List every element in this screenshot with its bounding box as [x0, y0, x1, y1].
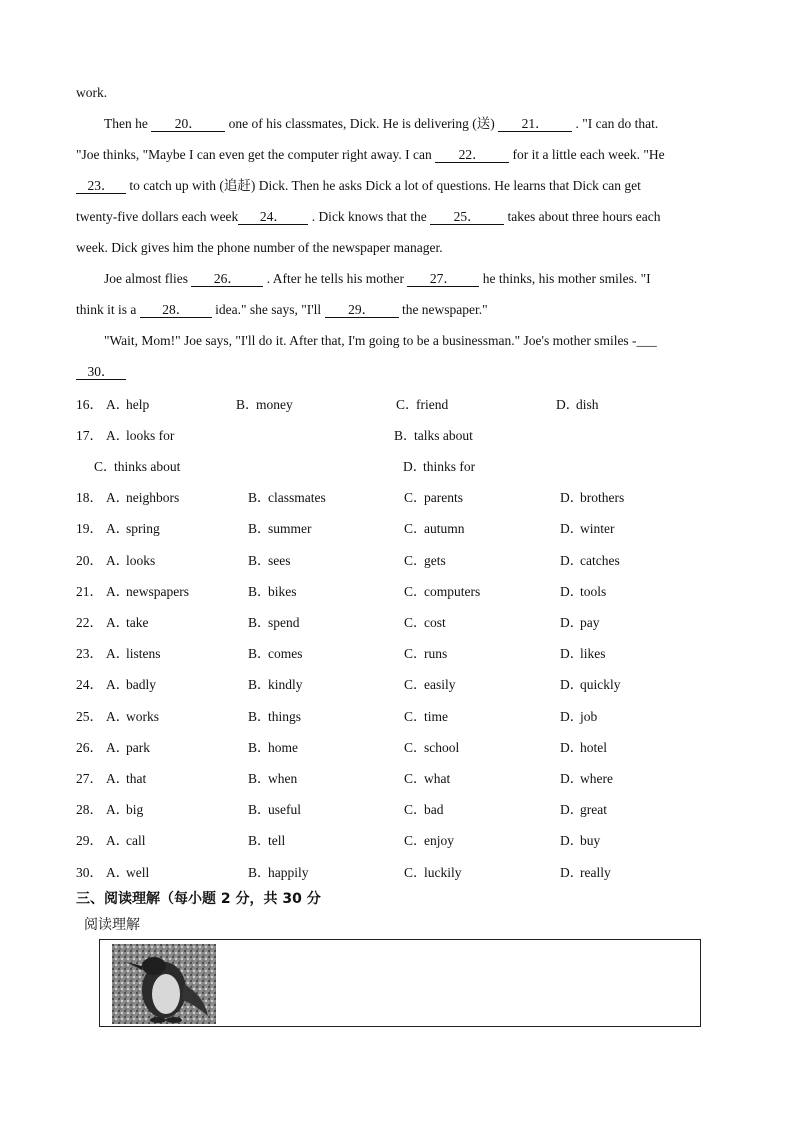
answer-option[interactable]: [106, 614, 149, 632]
option-letter: A．: [106, 615, 130, 630]
passage-line: [76, 177, 641, 195]
option-text: tell: [268, 833, 286, 849]
question-number: 25．: [76, 708, 103, 724]
passage-text: "Wait, Mom!" Joe says, "I'll do it. After that, I'm going to be a businessman." Joe's mother smiles -___: [104, 333, 657, 348]
answer-option[interactable]: [248, 708, 301, 726]
answer-option[interactable]: [560, 739, 607, 757]
option-letter: D．: [560, 583, 584, 599]
answer-option[interactable]: [404, 739, 459, 757]
passage-text: week. Dick gives him the phone number of the newspaper manager.: [76, 240, 443, 255]
answer-option[interactable]: [404, 520, 465, 538]
option-letter: D．: [556, 397, 580, 412]
option-text: looks: [126, 552, 156, 568]
option-text: badly: [126, 677, 156, 693]
option-letter: B．: [248, 864, 271, 880]
answer-option[interactable]: [106, 832, 146, 850]
question-number: 30．: [76, 864, 103, 880]
answer-option[interactable]: [560, 864, 611, 882]
question-number: 19．: [76, 521, 103, 537]
option-text: well: [126, 864, 150, 880]
option-letter: B．: [248, 677, 271, 693]
answer-option[interactable]: [404, 645, 447, 663]
question-number: 23．: [76, 646, 103, 662]
question-row: [76, 832, 736, 850]
answer-option[interactable]: [248, 770, 297, 788]
option-letter: A．: [106, 677, 130, 693]
option-letter: C．: [404, 864, 427, 880]
section-title: 三、阅读理解（每小题 2 分，共 30 分: [76, 891, 321, 907]
option-letter: C．: [404, 583, 427, 599]
option-text: help: [126, 397, 150, 412]
option-letter: C．: [404, 646, 427, 662]
passage-line: [76, 84, 107, 102]
option-text: happily: [268, 864, 309, 880]
passage-line: [76, 363, 126, 381]
answer-blank: 23．: [76, 178, 126, 194]
question-row: [76, 427, 736, 445]
passage-text: twenty-five dollars each week: [76, 209, 239, 224]
answer-option[interactable]: [248, 552, 291, 570]
section-subtitle: 阅读理解: [84, 917, 140, 933]
option-text: summer: [268, 521, 312, 537]
answer-option[interactable]: [236, 396, 293, 414]
option-text: brothers: [580, 490, 625, 506]
option-letter: A．: [106, 583, 130, 599]
option-letter: B．: [248, 833, 271, 849]
question-row: [76, 864, 736, 882]
answer-option[interactable]: [248, 645, 303, 663]
option-text: time: [424, 708, 448, 724]
passage-text: idea." she says, "I'll: [211, 302, 325, 317]
option-letter: C．: [404, 708, 427, 724]
question-number: 24．: [76, 677, 103, 693]
question-number: 22．: [76, 615, 103, 630]
answer-option[interactable]: [394, 427, 473, 445]
option-text: quickly: [580, 677, 621, 693]
answer-option[interactable]: [106, 801, 143, 819]
passage-text: . "I can do that.: [572, 116, 659, 131]
option-text: sees: [268, 552, 291, 568]
answer-blank: 22．: [435, 147, 509, 163]
option-letter: C．: [404, 521, 427, 537]
answer-option[interactable]: [248, 520, 312, 538]
question-number: 16．: [76, 397, 103, 412]
option-letter: A．: [106, 646, 130, 662]
option-letter: C．: [404, 677, 427, 693]
answer-option[interactable]: [404, 614, 446, 632]
option-letter: A．: [106, 490, 130, 506]
answer-blank: 26．: [191, 271, 263, 287]
question-number: 21．: [76, 583, 103, 599]
question-row: [76, 770, 736, 788]
option-text: runs: [424, 646, 448, 662]
passage-line: [76, 146, 665, 164]
answer-blank: 20．: [151, 116, 225, 132]
option-text: autumn: [424, 521, 465, 537]
option-text: great: [580, 802, 607, 818]
option-text: gets: [424, 552, 446, 568]
option-text: bikes: [268, 583, 297, 599]
option-letter: A．: [106, 771, 130, 786]
option-text: tools: [580, 583, 607, 599]
passage-line: [76, 239, 443, 257]
option-letter: C．: [94, 459, 117, 475]
answer-blank: 30．: [76, 364, 126, 380]
answer-option[interactable]: [560, 552, 620, 570]
answer-option[interactable]: [106, 427, 174, 445]
answer-option[interactable]: [560, 770, 613, 788]
answer-option[interactable]: [396, 396, 448, 414]
option-text: parents: [424, 490, 463, 506]
option-text: home: [268, 739, 298, 755]
option-letter: A．: [106, 708, 130, 724]
answer-option[interactable]: [404, 583, 480, 601]
option-letter: D．: [560, 552, 584, 568]
option-letter: D．: [560, 708, 584, 724]
option-text: comes: [268, 646, 303, 662]
option-text: friend: [416, 397, 449, 412]
answer-option[interactable]: [560, 801, 607, 819]
option-text: school: [424, 739, 460, 755]
passage-line: [76, 301, 488, 319]
answer-option[interactable]: [94, 458, 180, 476]
passage-text: the newspaper.": [398, 302, 488, 317]
answer-option[interactable]: [106, 864, 149, 882]
option-letter: C．: [404, 833, 427, 849]
answer-blank: 24．: [238, 209, 308, 225]
option-letter: D．: [560, 739, 584, 755]
question-row: [76, 583, 736, 601]
option-letter: D．: [403, 459, 427, 475]
option-text: enjoy: [424, 833, 454, 849]
question-row: [76, 614, 736, 632]
answer-option[interactable]: [403, 458, 475, 476]
option-text: dish: [576, 397, 599, 412]
passage-line: [76, 208, 660, 226]
option-letter: D．: [560, 833, 584, 849]
option-letter: A．: [106, 397, 130, 412]
question-row: [76, 458, 736, 476]
option-text: luckily: [424, 864, 462, 880]
option-text: likes: [580, 646, 606, 662]
option-text: newspapers: [126, 583, 189, 599]
passage-text: think it is a: [76, 302, 140, 317]
passage-line: [104, 270, 651, 288]
passage-text: . After he tells his mother: [263, 271, 408, 286]
answer-option[interactable]: [560, 832, 600, 850]
option-letter: A．: [106, 833, 130, 849]
option-text: buy: [580, 833, 601, 849]
option-letter: B．: [248, 490, 271, 506]
question-number: 18．: [76, 490, 103, 506]
option-text: thinks about: [114, 459, 181, 475]
passage-line: [104, 332, 657, 350]
passage-text: Joe almost flies: [104, 271, 192, 286]
answer-option[interactable]: [248, 583, 297, 601]
answer-option[interactable]: [560, 676, 621, 694]
option-text: spring: [126, 521, 160, 537]
option-letter: B．: [248, 739, 271, 755]
option-letter: D．: [560, 521, 584, 537]
question-row: [76, 676, 736, 694]
answer-option[interactable]: [106, 770, 146, 788]
answer-option[interactable]: [248, 801, 301, 819]
option-letter: B．: [394, 428, 417, 444]
question-number: 27．: [76, 771, 103, 786]
option-text: pay: [580, 615, 600, 630]
option-text: spend: [268, 615, 300, 630]
option-text: useful: [268, 802, 301, 818]
option-letter: C．: [404, 802, 427, 818]
answer-option[interactable]: [248, 864, 309, 882]
option-letter: D．: [560, 864, 584, 880]
question-row: [76, 489, 736, 507]
question-number: 26．: [76, 739, 103, 755]
option-text: take: [126, 615, 149, 630]
answer-option[interactable]: [106, 739, 150, 757]
option-text: listens: [126, 646, 161, 662]
passage-text: "Joe thinks, "Maybe I can even get the computer right away. I can: [76, 147, 436, 162]
answer-option[interactable]: [560, 520, 615, 538]
answer-option[interactable]: [560, 583, 606, 601]
answer-option[interactable]: [248, 832, 285, 850]
answer-blank: 28．: [140, 302, 212, 318]
option-text: catches: [580, 552, 620, 568]
answer-option[interactable]: [248, 614, 300, 632]
option-text: call: [126, 833, 146, 849]
passage-text: takes about three hours each: [504, 209, 661, 224]
question-number: 20．: [76, 552, 103, 568]
question-row: [76, 739, 736, 757]
option-letter: D．: [560, 615, 584, 630]
option-letter: D．: [560, 802, 584, 818]
answer-option[interactable]: [106, 676, 156, 694]
answer-option[interactable]: [106, 396, 149, 414]
option-letter: D．: [560, 677, 584, 693]
option-letter: A．: [106, 739, 130, 755]
option-letter: C．: [404, 490, 427, 506]
option-text: bad: [424, 802, 444, 818]
passage-line: [104, 115, 658, 133]
option-text: really: [580, 864, 611, 880]
option-text: big: [126, 802, 144, 818]
option-text: winter: [580, 521, 615, 537]
option-letter: D．: [560, 771, 584, 786]
option-text: kindly: [268, 677, 303, 693]
answer-option[interactable]: [556, 396, 599, 414]
answer-blank: 25．: [430, 209, 504, 225]
passage-text: to catch up with (追赶) Dick. Then he asks Dick a lot of questions. He learns that Dick can get: [126, 178, 641, 193]
option-letter: A．: [106, 428, 130, 444]
option-letter: C．: [396, 397, 419, 412]
option-letter: C．: [404, 739, 427, 755]
option-text: what: [424, 771, 451, 786]
answer-option[interactable]: [404, 552, 446, 570]
passage-text: for it a little each week. "He: [509, 147, 665, 162]
answer-option[interactable]: [560, 489, 624, 507]
passage-text: he thinks, his mother smiles. "I: [479, 271, 651, 286]
passage-text: one of his classmates, Dick. He is delivering (送): [225, 116, 499, 131]
option-letter: D．: [560, 490, 584, 506]
option-text: classmates: [268, 490, 326, 506]
option-text: things: [268, 708, 302, 724]
option-text: works: [126, 708, 159, 724]
answer-option[interactable]: [560, 708, 597, 726]
answer-blank: 27．: [407, 271, 479, 287]
answer-option[interactable]: [106, 489, 179, 507]
passage-text: Then he: [104, 116, 152, 131]
option-text: money: [256, 397, 293, 412]
answer-option[interactable]: [404, 770, 450, 788]
option-text: talks about: [414, 428, 473, 444]
option-text: park: [126, 739, 150, 755]
penguin-photo: [112, 944, 216, 1024]
question-number: 17．: [76, 428, 103, 444]
option-text: neighbors: [126, 490, 180, 506]
answer-option[interactable]: [106, 520, 160, 538]
option-text: when: [268, 771, 298, 786]
option-text: that: [126, 771, 147, 786]
question-row: [76, 520, 736, 538]
option-letter: C．: [404, 552, 427, 568]
answer-option[interactable]: [560, 645, 606, 663]
option-letter: A．: [106, 521, 130, 537]
option-letter: B．: [248, 615, 271, 630]
passage-text: work.: [76, 85, 108, 100]
option-text: where: [580, 771, 613, 786]
answer-option[interactable]: [106, 552, 155, 570]
option-letter: B．: [248, 708, 271, 724]
answer-option[interactable]: [404, 489, 463, 507]
option-letter: B．: [248, 521, 271, 537]
answer-option[interactable]: [404, 676, 456, 694]
option-letter: A．: [106, 864, 130, 880]
answer-option[interactable]: [106, 583, 189, 601]
answer-option[interactable]: [106, 645, 161, 663]
passage-text: . Dick knows that the: [308, 209, 431, 224]
option-letter: B．: [248, 583, 271, 599]
answer-option[interactable]: [404, 801, 444, 819]
answer-option[interactable]: [560, 614, 600, 632]
question-number: 29．: [76, 833, 103, 849]
reading-image-box: [99, 939, 701, 1027]
option-letter: B．: [236, 397, 259, 412]
option-letter: A．: [106, 552, 130, 568]
option-text: cost: [424, 615, 446, 630]
answer-option[interactable]: [404, 864, 462, 882]
answer-blank: 29．: [325, 302, 399, 318]
option-letter: C．: [404, 615, 427, 630]
option-text: hotel: [580, 739, 607, 755]
option-letter: B．: [248, 552, 271, 568]
answer-option[interactable]: [248, 739, 298, 757]
answer-option[interactable]: [404, 832, 454, 850]
option-letter: B．: [248, 802, 271, 818]
question-row: [76, 645, 736, 663]
option-text: computers: [424, 583, 481, 599]
option-text: job: [580, 708, 598, 724]
option-letter: D．: [560, 646, 584, 662]
option-text: looks for: [126, 428, 175, 444]
answer-option[interactable]: [106, 708, 159, 726]
option-letter: A．: [106, 802, 130, 818]
option-letter: B．: [248, 771, 271, 786]
option-text: thinks for: [423, 459, 476, 475]
option-text: easily: [424, 677, 456, 693]
question-number: 28．: [76, 802, 103, 818]
option-letter: C．: [404, 771, 427, 786]
answer-option[interactable]: [404, 708, 448, 726]
question-row: [76, 552, 736, 570]
answer-option[interactable]: [248, 489, 326, 507]
question-row: [76, 708, 736, 726]
answer-option[interactable]: [248, 676, 303, 694]
question-row: [76, 801, 736, 819]
option-letter: B．: [248, 646, 271, 662]
answer-blank: 21．: [498, 116, 572, 132]
question-row: [76, 396, 736, 414]
